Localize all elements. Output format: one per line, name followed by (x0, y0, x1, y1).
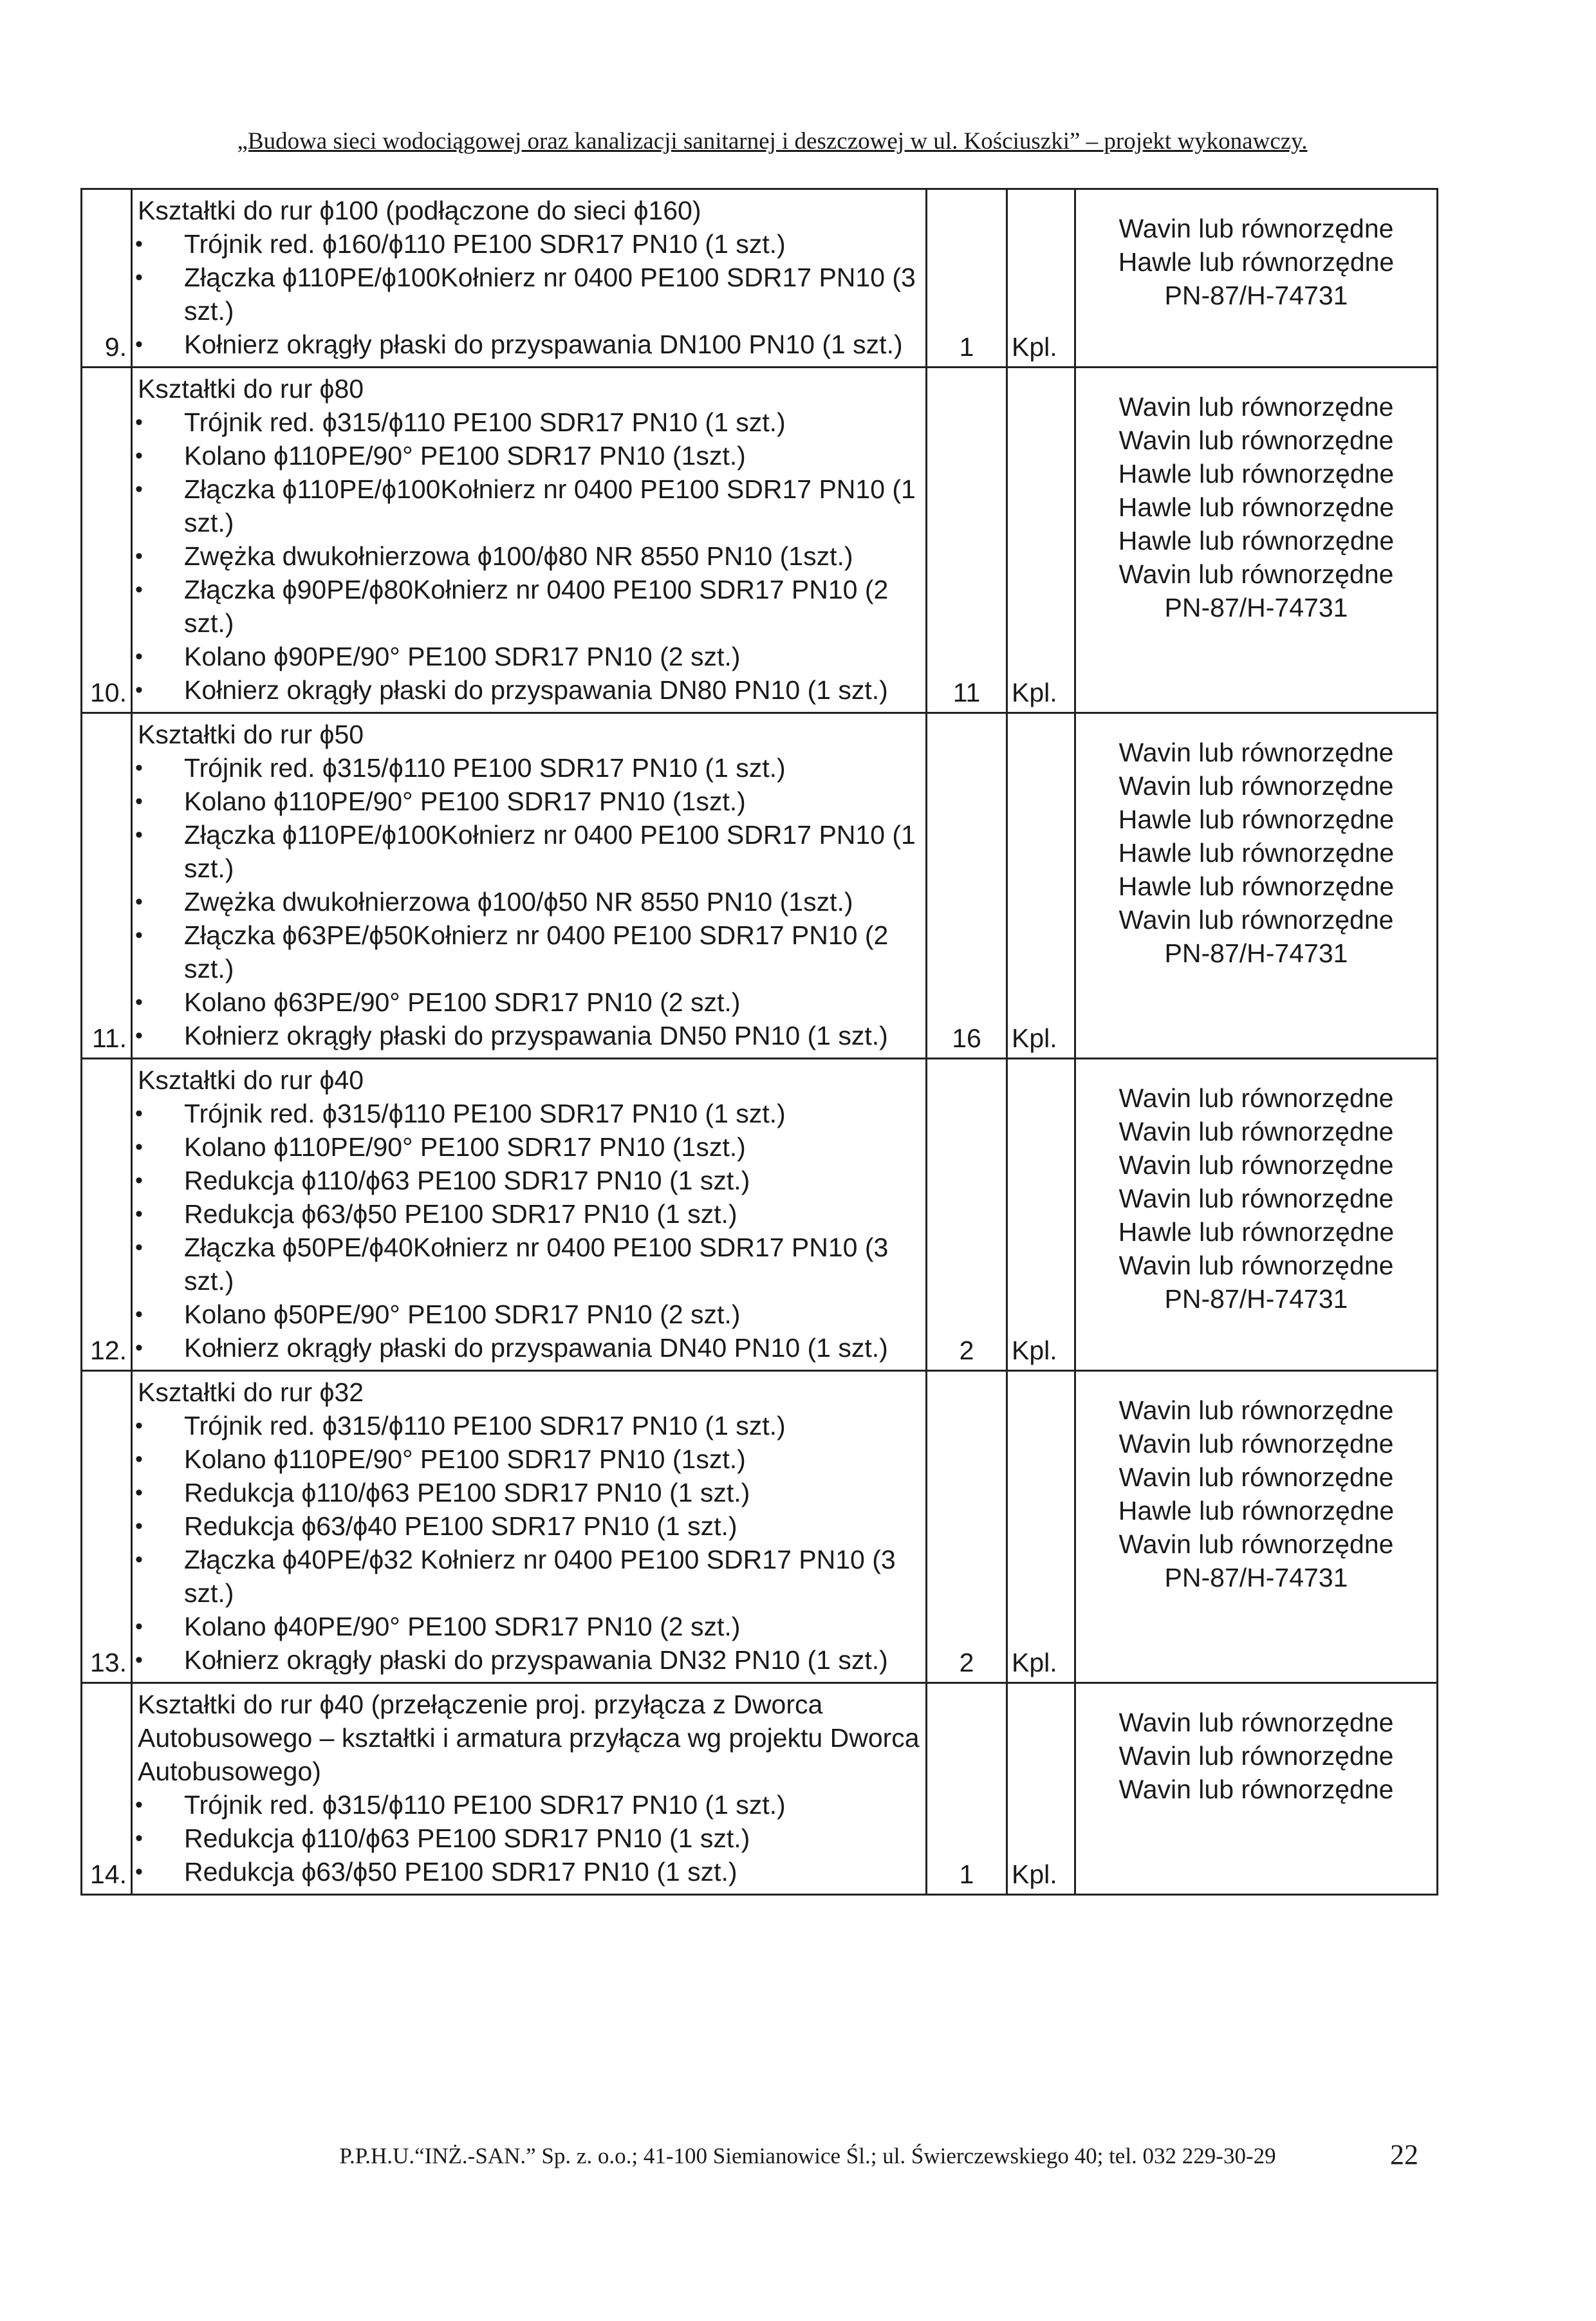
note-line: Hawle lub równorzędne (1118, 247, 1395, 277)
note-line: Wavin lub równorzędne (1118, 1462, 1394, 1492)
document-footer: P.P.H.U.“INŻ.-SAN.” Sp. z. o.o.; 41-100 Siemianowice Śl.; ul. Świerczewskiego 40; tel. 032 229-30-29 (339, 2143, 1276, 2168)
table-row (82, 189, 1438, 368)
note-line: Wavin lub równorzędne (1118, 1150, 1394, 1180)
list-item: • Kolano ϕ90PE/90° PE100 SDR17 PN10 (2 szt.) (135, 640, 922, 673)
fittings-table (80, 188, 1438, 1896)
note-line: Hawle lub równorzędne (1118, 492, 1395, 522)
row-unit: Kpl. (1007, 713, 1075, 1059)
row-description (132, 1059, 927, 1371)
fittings-list (133, 227, 925, 366)
list-item: • Trójnik red. ϕ160/ϕ110 PE100 SDR17 PN10 (1 szt.) (135, 227, 922, 261)
note-line: Wavin lub równorzędne (1118, 1117, 1394, 1146)
group-title: Kształtki do rur ϕ50 (138, 720, 364, 749)
group-title: Kształtki do rur ϕ32 (138, 1377, 364, 1407)
group-title: Kształtki do rur ϕ40 (przełączenie proj. przyłącza z Dworca Autobusowego – kształtki i armatura przyłącza wg projektu Dworca Autobusowego) (138, 1690, 920, 1786)
list-item: • Kolano ϕ110PE/90° PE100 SDR17 PN10 (1szt.) (135, 439, 922, 472)
list-item: • Trójnik red. ϕ315/ϕ110 PE100 SDR17 PN10 (1 szt.) (135, 405, 922, 439)
fittings-list (133, 1788, 925, 1894)
note-line: Wavin lub równorzędne (1118, 1083, 1394, 1113)
note-line: Hawle lub równorzędne (1118, 1217, 1395, 1247)
row-number: 10. (82, 368, 132, 713)
row-notes (1075, 189, 1438, 368)
row-description (132, 189, 927, 368)
group-title: Kształtki do rur ϕ80 (138, 374, 364, 404)
list-item: • Kołnierz okrągły płaski do przyspawania DN100 PN10 (1 szt.) (135, 328, 922, 361)
row-description (132, 1371, 927, 1683)
table-row (82, 1059, 1438, 1371)
list-item: • Złączka ϕ110PE/ϕ100Kołnierz nr 0400 PE100 SDR17 PN10 (1 szt.) (135, 818, 922, 885)
list-item: • Trójnik red. ϕ315/ϕ110 PE100 SDR17 PN10 (1 szt.) (135, 1097, 922, 1130)
list-item: • Redukcja ϕ63/ϕ40 PE100 SDR17 PN10 (1 szt.) (135, 1509, 922, 1543)
list-item: • Złączka ϕ110PE/ϕ100Kołnierz nr 0400 PE100 SDR17 PN10 (3 szt.) (135, 261, 922, 328)
row-quantity: 11 (927, 368, 1007, 713)
row-number: 14. (82, 1683, 132, 1895)
row-description (132, 368, 927, 713)
note-line: Hawle lub równorzędne (1118, 838, 1395, 868)
row-unit: Kpl. (1007, 1371, 1075, 1683)
list-item: • Kołnierz okrągły płaski do przyspawania DN40 PN10 (1 szt.) (135, 1331, 922, 1365)
row-unit: Kpl. (1007, 368, 1075, 713)
fittings-table-body (82, 189, 1438, 1895)
list-item: • Redukcja ϕ63/ϕ50 PE100 SDR17 PN10 (1 szt.) (135, 1855, 922, 1888)
list-item: • Złączka ϕ63PE/ϕ50Kołnierz nr 0400 PE100 SDR17 PN10 (2 szt.) (135, 918, 922, 985)
row-quantity: 1 (927, 189, 1007, 368)
note-line: Wavin lub równorzędne (1118, 425, 1394, 455)
note-line: PN-87/H-74731 (1164, 1284, 1348, 1314)
list-item: • Kolano ϕ110PE/90° PE100 SDR17 PN10 (1szt.) (135, 1442, 922, 1476)
note-line: Wavin lub równorzędne (1118, 1741, 1394, 1771)
list-item: • Kołnierz okrągły płaski do przyspawania DN80 PN10 (1 szt.) (135, 673, 922, 707)
row-notes (1075, 368, 1438, 713)
note-line: Wavin lub równorzędne (1118, 771, 1394, 801)
list-item: • Kołnierz okrągły płaski do przyspawania DN32 PN10 (1 szt.) (135, 1643, 922, 1677)
list-item: • Zwężka dwukołnierzowa ϕ100/ϕ80 NR 8550 PN10 (1szt.) (135, 539, 922, 573)
list-item: • Kolano ϕ40PE/90° PE100 SDR17 PN10 (2 szt.) (135, 1610, 922, 1643)
row-number: 12. (82, 1059, 132, 1371)
row-number: 9. (82, 189, 132, 368)
row-number: 13. (82, 1371, 132, 1683)
note-line: Wavin lub równorzędne (1118, 738, 1394, 767)
row-notes (1075, 1683, 1438, 1895)
list-item: • Redukcja ϕ110/ϕ63 PE100 SDR17 PN10 (1 szt.) (135, 1164, 922, 1197)
row-notes (1075, 713, 1438, 1059)
fittings-list (133, 405, 925, 712)
note-line: Wavin lub równorzędne (1118, 1251, 1394, 1280)
row-notes (1075, 1059, 1438, 1371)
row-unit: Kpl. (1007, 1683, 1075, 1895)
list-item: • Złączka ϕ90PE/ϕ80Kołnierz nr 0400 PE100 SDR17 PN10 (2 szt.) (135, 573, 922, 640)
fittings-list (133, 1409, 925, 1682)
list-item: • Redukcja ϕ110/ϕ63 PE100 SDR17 PN10 (1 szt.) (135, 1822, 922, 1855)
list-item: • Trójnik red. ϕ315/ϕ110 PE100 SDR17 PN10 (1 szt.) (135, 1409, 922, 1442)
row-unit: Kpl. (1007, 1059, 1075, 1371)
row-quantity: 16 (927, 713, 1007, 1059)
list-item: • Złączka ϕ50PE/ϕ40Kołnierz nr 0400 PE100 SDR17 PN10 (3 szt.) (135, 1231, 922, 1298)
table-row (82, 368, 1438, 713)
list-item: • Kolano ϕ50PE/90° PE100 SDR17 PN10 (2 szt.) (135, 1298, 922, 1331)
note-line: Wavin lub równorzędne (1118, 1395, 1394, 1425)
list-item: • Złączka ϕ110PE/ϕ100Kołnierz nr 0400 PE100 SDR17 PN10 (1 szt.) (135, 472, 922, 539)
list-item: • Zwężka dwukołnierzowa ϕ100/ϕ50 NR 8550 PN10 (1szt.) (135, 885, 922, 918)
list-item: • Trójnik red. ϕ315/ϕ110 PE100 SDR17 PN10 (1 szt.) (135, 1788, 922, 1822)
note-line: Wavin lub równorzędne (1118, 392, 1394, 422)
list-item: • Kolano ϕ110PE/90° PE100 SDR17 PN10 (1szt.) (135, 1130, 922, 1164)
note-line: Hawle lub równorzędne (1118, 459, 1395, 489)
table-row (82, 713, 1438, 1059)
note-line: Wavin lub równorzędne (1118, 1429, 1394, 1459)
fittings-list (133, 751, 925, 1058)
note-line: PN-87/H-74731 (1164, 593, 1348, 622)
note-line: Hawle lub równorzędne (1118, 805, 1395, 834)
list-item: • Kolano ϕ63PE/90° PE100 SDR17 PN10 (2 szt.) (135, 985, 922, 1019)
list-item: • Redukcja ϕ63/ϕ50 PE100 SDR17 PN10 (1 szt.) (135, 1197, 922, 1231)
document-header: „Budowa sieci wodociągowej oraz kanalizacji sanitarnej i deszczowej w ul. Kościuszki” – projekt wykonawczy. (237, 128, 1308, 154)
page-number: 22 (1390, 2139, 1418, 2170)
note-line: Wavin lub równorzędne (1118, 559, 1394, 589)
group-title: Kształtki do rur ϕ40 (138, 1065, 364, 1095)
row-description (132, 713, 927, 1059)
note-line: Wavin lub równorzędne (1118, 1708, 1394, 1737)
row-number: 11. (82, 713, 132, 1059)
note-line: PN-87/H-74731 (1164, 281, 1348, 310)
list-item: • Złączka ϕ40PE/ϕ32 Kołnierz nr 0400 PE100 SDR17 PN10 (3 szt.) (135, 1543, 922, 1610)
row-description (132, 1683, 927, 1895)
note-line: Wavin lub równorzędne (1118, 1529, 1394, 1559)
row-quantity: 1 (927, 1683, 1007, 1895)
note-line: Wavin lub równorzędne (1118, 214, 1394, 243)
fittings-list (133, 1097, 925, 1370)
list-item: • Kolano ϕ110PE/90° PE100 SDR17 PN10 (1szt.) (135, 785, 922, 818)
row-quantity: 2 (927, 1059, 1007, 1371)
group-title: Kształtki do rur ϕ100 (podłączone do sieci ϕ160) (138, 196, 701, 225)
row-quantity: 2 (927, 1371, 1007, 1683)
row-unit: Kpl. (1007, 189, 1075, 368)
table-row (82, 1371, 1438, 1683)
note-line: Wavin lub równorzędne (1118, 1184, 1394, 1213)
list-item: • Kołnierz okrągły płaski do przyspawania DN50 PN10 (1 szt.) (135, 1019, 922, 1052)
note-line: Hawle lub równorzędne (1118, 1496, 1395, 1525)
note-line: PN-87/H-74731 (1164, 1563, 1348, 1592)
note-line: Wavin lub równorzędne (1118, 1775, 1394, 1804)
note-line: Wavin lub równorzędne (1118, 905, 1394, 935)
note-line: Hawle lub równorzędne (1118, 526, 1395, 555)
table-row (82, 1683, 1438, 1895)
note-line: Hawle lub równorzędne (1118, 872, 1395, 901)
list-item: • Trójnik red. ϕ315/ϕ110 PE100 SDR17 PN10 (1 szt.) (135, 751, 922, 785)
list-item: • Redukcja ϕ110/ϕ63 PE100 SDR17 PN10 (1 szt.) (135, 1476, 922, 1509)
note-line: PN-87/H-74731 (1164, 938, 1348, 968)
row-notes (1075, 1371, 1438, 1683)
